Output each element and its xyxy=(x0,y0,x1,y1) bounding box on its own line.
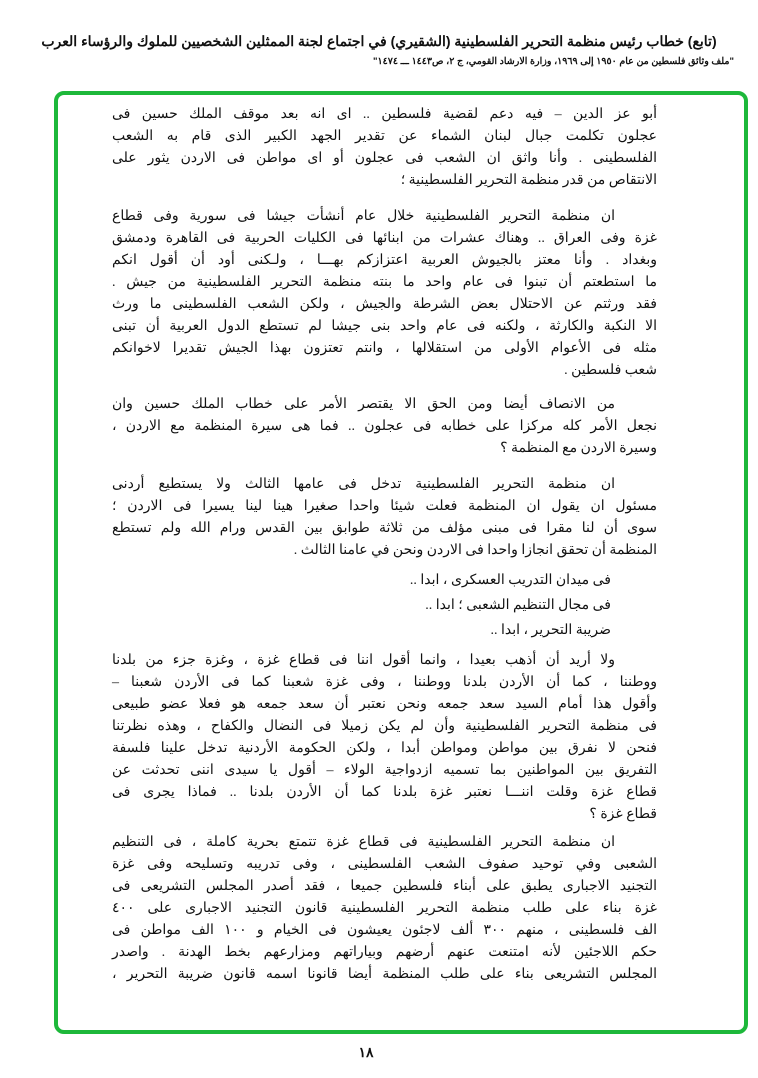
text-line: وسيرة الاردن مع المنظمة ؟ xyxy=(500,441,657,456)
text-line: من الانصاف أيضا ومن الحق الا يقتصر الأمر على خطاب الملك حسين وان xyxy=(112,397,615,412)
text-line: ووطننا ، كما أن الأردن بلدنا ووطننا ، وفى غزة شعبنا كما فى الأردن شعبنا – xyxy=(112,675,657,690)
paragraph xyxy=(112,650,657,826)
document-body xyxy=(112,104,657,986)
paragraph xyxy=(112,474,657,562)
text-line: غزة وفى العراق .. وهناك عشرات من ابنائها فى الكليات الحربية فى القاهرة ودمشق xyxy=(112,231,657,246)
text-line: عجلون تكلمت جبال لبنان الشماء عن تقدير الجهد الكبير الذى قام به الشعب xyxy=(112,129,657,144)
list-item: فى ميدان التدريب العسكرى ، ابدا .. xyxy=(409,573,611,588)
text-line: فنحن لا نفرق بين مواطن ومواطن أبدا ، ولكن الحكومة الأردنية تدخل علينا فلسفة xyxy=(112,741,657,756)
text-line: ان منظمة التحرير الفلسطينية فى قطاع غزة تتمتع بحرية كاملة ، فى التنظيم xyxy=(112,835,615,850)
text-line: وأقول هذا أمام السيد سعد جمعه ونحن نعتبر أن سعد جمعه هو فعلا عضو طبيعى xyxy=(112,697,657,712)
text-line: مثله فى الأعوام الأولى من استقلالها ، وانتم تعتزون بهذا الجيش تقديرا لاخوانكم xyxy=(112,341,657,356)
text-line: قطاع غزة ؟ xyxy=(589,807,657,822)
text-line: الا النكبة والكارثة ، ولكنه فى عام واحد بنى جيشا لم تستطع الدول العربية أن تبنى xyxy=(112,319,657,334)
text-line: الانتقاص من قدر منظمة التحرير الفلسطينية ؛ xyxy=(400,173,657,188)
text-line: مسئول ان يقول ان المنظمة فعلت شيئا واحدا صغيرا هينا لينا يسيرا فى الاردن ؛ xyxy=(112,499,657,514)
text-line: الف فلسطينى ، منهم ٣٠٠ ألف لاجئون يعيشون فى الخيام و ١٠٠ الف مواطن فى xyxy=(112,923,657,938)
text-line: المجلس التشريعى بناء على طلب المنظمة أيضا قانونا اسمه قانون ضريبة التحرير ، xyxy=(112,967,657,982)
text-line: فقد ورثتم عن الاحتلال بعض الشرطة والجيش ، ولكن الشعب الفلسطينى ما ورث xyxy=(112,297,657,312)
page-number: ١٨ xyxy=(358,1044,374,1060)
text-line: التفريق بين المواطنين بما تسميه ازدواجية الولاء – أقول يا سيدى اننى تحدثت عن xyxy=(112,763,657,778)
paragraph xyxy=(112,394,657,460)
text-line: حكم اللاجئين لأنه امتنعت عنهم أرضهم وبياراتهم ومزارعهم بخط الهدنة . واصدر xyxy=(112,945,657,960)
text-line: ولا أريد أن أذهب بعيدا ، وانما أقول اننا فى قطاع غزة ، وغزة جزء من بلدنا xyxy=(112,653,615,668)
text-line: الفلسطينى . وأنا واثق ان الشعب فى عجلون أو اى مواطن فى الاردن يثور على xyxy=(112,151,657,166)
text-line: نجعل الأمر كله مركزا على خطابه فى عجلون .. فما هى سيرة المنظمة مع الاردن ، xyxy=(112,419,657,434)
text-line: شعب فلسطين . xyxy=(564,363,657,378)
paragraph xyxy=(112,832,657,986)
document-source: "ملف وثائق فلسطين من عام ١٩٥٠ إلى ١٩٦٩، وزارة الارشاد القومي، ج ٢، ص١٤٤٣ ـــ ١٤٧٤" xyxy=(373,56,734,67)
paragraph xyxy=(112,206,657,382)
text-line: وبغداد . وأنا معتز بالجيوش العربية اعتزازكم بهـــا ، ولـكنى أود أن أقول انكم xyxy=(112,253,657,268)
text-line: ان منظمة التحرير الفلسطينية خلال عام أنشأت جيشا فى سورية وفى قطاع xyxy=(112,209,615,224)
paragraph xyxy=(112,104,657,192)
text-line: ان منظمة التحرير الفلسطينية تدخل فى عامها الثالث ولا يستطيع أردنى xyxy=(112,477,615,492)
text-line: غزة بناء على طلب منظمة التحرير الفلسطينية قانون التجنيد الاجبارى على ٤٠٠ xyxy=(112,901,657,916)
list-item: فى مجال التنظيم الشعبى ؛ ابدا .. xyxy=(425,598,611,613)
text-line: التجنيد الاجبارى يطبق على أبناء فلسطين جميعا ، فقد أصدر المجلس التشريعى فى xyxy=(112,879,657,894)
text-line: المنظمة أن تحقق انجازا واحدا فى الاردن ونحن في عامنا الثالث . xyxy=(293,543,657,558)
text-line: فى منظمة التحرير الفلسطينية وأن لم يكن زميلا فى النضال والكفاح ، وهذه نظرتنا xyxy=(112,719,657,734)
document-title: (تابع) خطاب رئيس منظمة التحرير الفلسطينية (الشقيري) في اجتماع لجنة الممثلين الشخصيين للملوك والرؤساء العرب xyxy=(41,33,717,49)
text-line: الشعبى وفي توحيد صفوف الشعب الفلسطينى ، وفى تدريبه وتسليحه وفى غزة xyxy=(112,857,657,872)
text-line: سوى أن لنا مقرا فى مبنى مؤلف من ثلاثة طوابق بين القدس ورام الله ولم تستطع xyxy=(112,521,657,536)
list-item: ضريبة التحرير ، ابدا .. xyxy=(490,623,611,638)
item-list xyxy=(112,568,657,643)
text-line: ما استطعتم أن تبنوا فى عام واحد ما بنته منظمة التحرير الفلسطينية من جيش . xyxy=(112,275,657,290)
text-line: أبو عز الدين – فيه دعم لقضية فلسطين .. اى انه بعد موقف الملك حسين فى xyxy=(112,107,657,122)
text-line: قطاع غزة وقلت اننـــا نعتبر غزة بلدنا كما أن الأردن بلدنا .. فماذا يجرى فى xyxy=(112,785,657,800)
